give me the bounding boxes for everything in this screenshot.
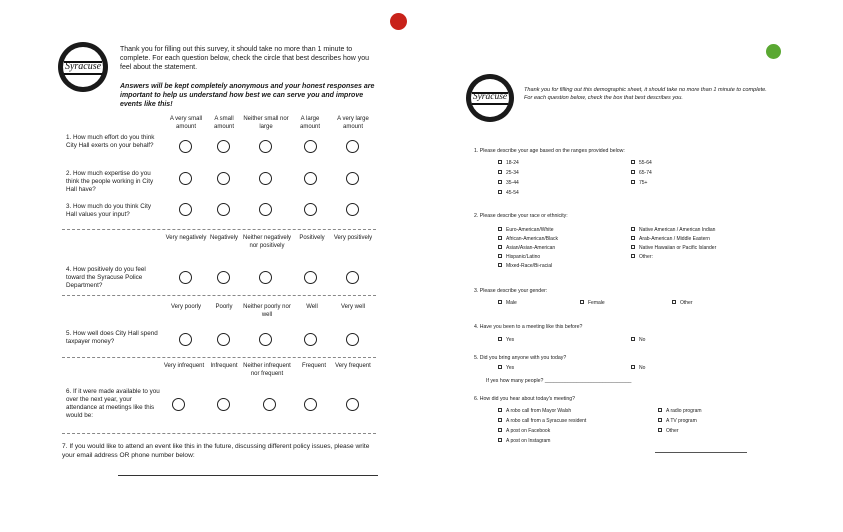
demographic-intro: Thank you for filling out this demographic sheet, it should take no more than 1 minute to complete. For each question below, check the box that best describes you.	[524, 87, 767, 101]
rating-radio[interactable]	[172, 398, 185, 411]
scale-header: Frequent	[301, 363, 326, 369]
scale-header: Very infrequent	[163, 363, 205, 369]
rating-radio[interactable]	[263, 398, 276, 411]
scale-header: Poorly	[215, 304, 233, 310]
checkbox[interactable]	[498, 418, 502, 422]
rating-radio[interactable]	[304, 203, 317, 216]
referral-option[interactable]: A TV program	[658, 418, 697, 424]
checkbox[interactable]	[498, 170, 502, 174]
race-option[interactable]: Native American / American Indian	[631, 227, 715, 233]
question-1: 1. How much effort do you think City Hall exerts on your behalf?	[66, 134, 155, 149]
rating-radio[interactable]	[217, 271, 230, 284]
rating-radio[interactable]	[179, 271, 192, 284]
section-divider	[62, 295, 376, 296]
rating-radio[interactable]	[346, 172, 359, 185]
rating-radio[interactable]	[346, 203, 359, 216]
race-option[interactable]: Arab-American / Middle Eastern	[631, 236, 710, 242]
prior-meeting-option[interactable]: Yes	[498, 337, 514, 343]
rating-radio[interactable]	[217, 140, 230, 153]
rating-radio[interactable]	[304, 398, 317, 411]
rating-radio[interactable]	[304, 172, 317, 185]
logo-text: Syracuse	[472, 92, 508, 102]
checkbox[interactable]	[498, 263, 502, 267]
gender-option[interactable]: Female	[580, 300, 605, 306]
age-option[interactable]: 65-74	[631, 170, 652, 176]
race-question: 2. Please describe your race or ethnicity:	[474, 213, 568, 219]
rating-radio[interactable]	[259, 333, 272, 346]
green-marker-dot	[766, 44, 781, 59]
checkbox[interactable]	[631, 236, 635, 240]
contact-write-line[interactable]	[118, 475, 378, 476]
referral-option[interactable]: Other	[658, 428, 679, 434]
race-option[interactable]: Hispanic/Latino	[498, 254, 540, 260]
question-4: 4. How positively do you feel toward the Syracuse Police Department?	[66, 266, 146, 289]
rating-radio[interactable]	[304, 333, 317, 346]
age-option[interactable]: 75+	[631, 180, 647, 186]
checkbox[interactable]	[498, 438, 502, 442]
checkbox[interactable]	[658, 408, 662, 412]
question-2: 2. How much expertise do you think the people working in City Hall have?	[66, 170, 154, 193]
section-divider	[62, 433, 376, 434]
referral-option[interactable]: A robo call from Mayor Walsh	[498, 408, 571, 414]
checkbox[interactable]	[498, 180, 502, 184]
red-marker-dot	[390, 13, 407, 30]
referral-option[interactable]: A robo call from a Syracuse resident	[498, 418, 586, 424]
scale-header: A very small amount	[169, 116, 203, 130]
scale-header: Well	[306, 304, 318, 310]
rating-radio[interactable]	[346, 140, 359, 153]
age-option[interactable]: 45-54	[498, 190, 519, 196]
age-option[interactable]: 35-44	[498, 180, 519, 186]
scale-header: Very well	[340, 304, 365, 310]
rating-radio[interactable]	[259, 140, 272, 153]
race-option[interactable]: Other:	[631, 254, 653, 260]
checkbox[interactable]	[631, 160, 635, 164]
gender-option[interactable]: Other	[672, 300, 693, 306]
syracuse-logo	[58, 42, 108, 92]
companion-count-prompt[interactable]: If yes how many people? ______________________________	[486, 378, 632, 384]
survey-intro: Thank you for filling out this survey, it should take no more than 1 minute to complete. For each question below, check the circle that best describes how you feel about the statement.	[120, 46, 370, 71]
checkbox[interactable]	[498, 227, 502, 231]
question-7: 7. If you would like to attend an event like this in the future, discussing different policy issues, please write your email address OR phone number below:	[62, 443, 370, 459]
rating-radio[interactable]	[217, 398, 230, 411]
prior-meeting-question: 4. Have you been to a meeting like this before?	[474, 324, 583, 330]
gender-question: 3. Please describe your gender:	[474, 288, 548, 294]
checkbox[interactable]	[580, 300, 584, 304]
race-option[interactable]: Asian/Asian-American	[498, 245, 555, 251]
checkbox[interactable]	[658, 428, 662, 432]
race-option[interactable]: African-American/Black	[498, 236, 558, 242]
rating-radio[interactable]	[217, 172, 230, 185]
survey-anonymity-note: Answers will be kept completely anonymous and your honest responses are important to help us understand how best we can serve you and improve events like this!	[120, 83, 375, 108]
checkbox[interactable]	[498, 190, 502, 194]
rating-radio[interactable]	[304, 271, 317, 284]
checkbox[interactable]	[631, 245, 635, 249]
section-divider	[62, 357, 376, 358]
scale-header: Infrequent	[210, 363, 238, 369]
race-option[interactable]: Mixed-Race/Bi-racial	[498, 263, 552, 269]
checkbox[interactable]	[631, 337, 635, 341]
referral-question: 6. How did you hear about today's meeting?	[474, 396, 576, 402]
checkbox[interactable]	[498, 254, 502, 258]
rating-radio[interactable]	[179, 172, 192, 185]
prior-meeting-option[interactable]: No	[631, 337, 645, 343]
checkbox[interactable]	[498, 408, 502, 412]
checkbox[interactable]	[498, 300, 502, 304]
question-5: 5. How well does City Hall spend taxpayer money?	[66, 330, 158, 345]
rating-radio[interactable]	[217, 203, 230, 216]
scale-header: Very poorly	[170, 304, 201, 310]
scale-header: Positively	[299, 235, 325, 241]
rating-radio[interactable]	[259, 203, 272, 216]
checkbox[interactable]	[631, 254, 635, 258]
checkbox[interactable]	[498, 160, 502, 164]
age-question: 1. Please describe your age based on the ranges provided below:	[474, 148, 625, 154]
rating-radio[interactable]	[179, 140, 192, 153]
syracuse-logo	[466, 74, 514, 122]
age-option[interactable]: 25-34	[498, 170, 519, 176]
scale-header: Very frequent	[335, 363, 371, 369]
race-option[interactable]: Euro-American/White	[498, 227, 554, 233]
scale-header: Neither infrequent nor frequent	[243, 363, 291, 377]
rating-radio[interactable]	[304, 140, 317, 153]
checkbox[interactable]	[631, 365, 635, 369]
checkbox[interactable]	[498, 236, 502, 240]
referral-other-write-line[interactable]	[655, 452, 747, 453]
companion-question: 5. Did you bring anyone with you today?	[474, 355, 567, 361]
referral-option[interactable]: A post on Instagram	[498, 438, 550, 444]
age-option[interactable]: 55-64	[631, 160, 652, 166]
race-option[interactable]: Native Hawaiian or Pacific Islander	[631, 245, 716, 251]
rating-radio[interactable]	[217, 333, 230, 346]
gender-option[interactable]: Male	[498, 300, 517, 306]
checkbox[interactable]	[498, 337, 502, 341]
scale-header: Very positively	[333, 235, 373, 241]
rating-radio[interactable]	[179, 333, 192, 346]
scale-header: Neither poorly nor well	[243, 304, 291, 318]
checkbox[interactable]	[631, 180, 635, 184]
scale-header: Neither negatively nor positively	[242, 235, 292, 249]
rating-radio[interactable]	[259, 172, 272, 185]
rating-radio[interactable]	[346, 398, 359, 411]
rating-radio[interactable]	[346, 333, 359, 346]
checkbox[interactable]	[631, 170, 635, 174]
companion-option[interactable]: Yes	[498, 365, 514, 371]
rating-radio[interactable]	[179, 203, 192, 216]
logo-text: Syracuse	[64, 61, 102, 72]
scale-header: Neither small nor large	[243, 116, 289, 130]
companion-option[interactable]: No	[631, 365, 645, 371]
checkbox[interactable]	[631, 227, 635, 231]
question-6: 6. If it were made available to you over the next year, your attendance at meetings like this would be:	[66, 388, 160, 419]
age-option[interactable]: 18-24	[498, 160, 519, 166]
scale-header: Negatively	[209, 235, 238, 241]
section-divider	[62, 229, 376, 230]
scale-header: A small amount	[213, 116, 234, 130]
checkbox[interactable]	[498, 365, 502, 369]
referral-option[interactable]: A post on Facebook	[498, 428, 550, 434]
checkbox[interactable]	[498, 428, 502, 432]
checkbox[interactable]	[658, 418, 662, 422]
checkbox[interactable]	[498, 245, 502, 249]
scale-header: Very negatively	[165, 235, 207, 241]
rating-radio[interactable]	[346, 271, 359, 284]
question-3: 3. How much do you think City Hall values your input?	[66, 203, 152, 218]
scale-header: A very large amount	[337, 116, 369, 130]
referral-option[interactable]: A radio program	[658, 408, 702, 414]
rating-radio[interactable]	[259, 271, 272, 284]
scale-header: A large amount	[299, 116, 320, 130]
checkbox[interactable]	[672, 300, 676, 304]
